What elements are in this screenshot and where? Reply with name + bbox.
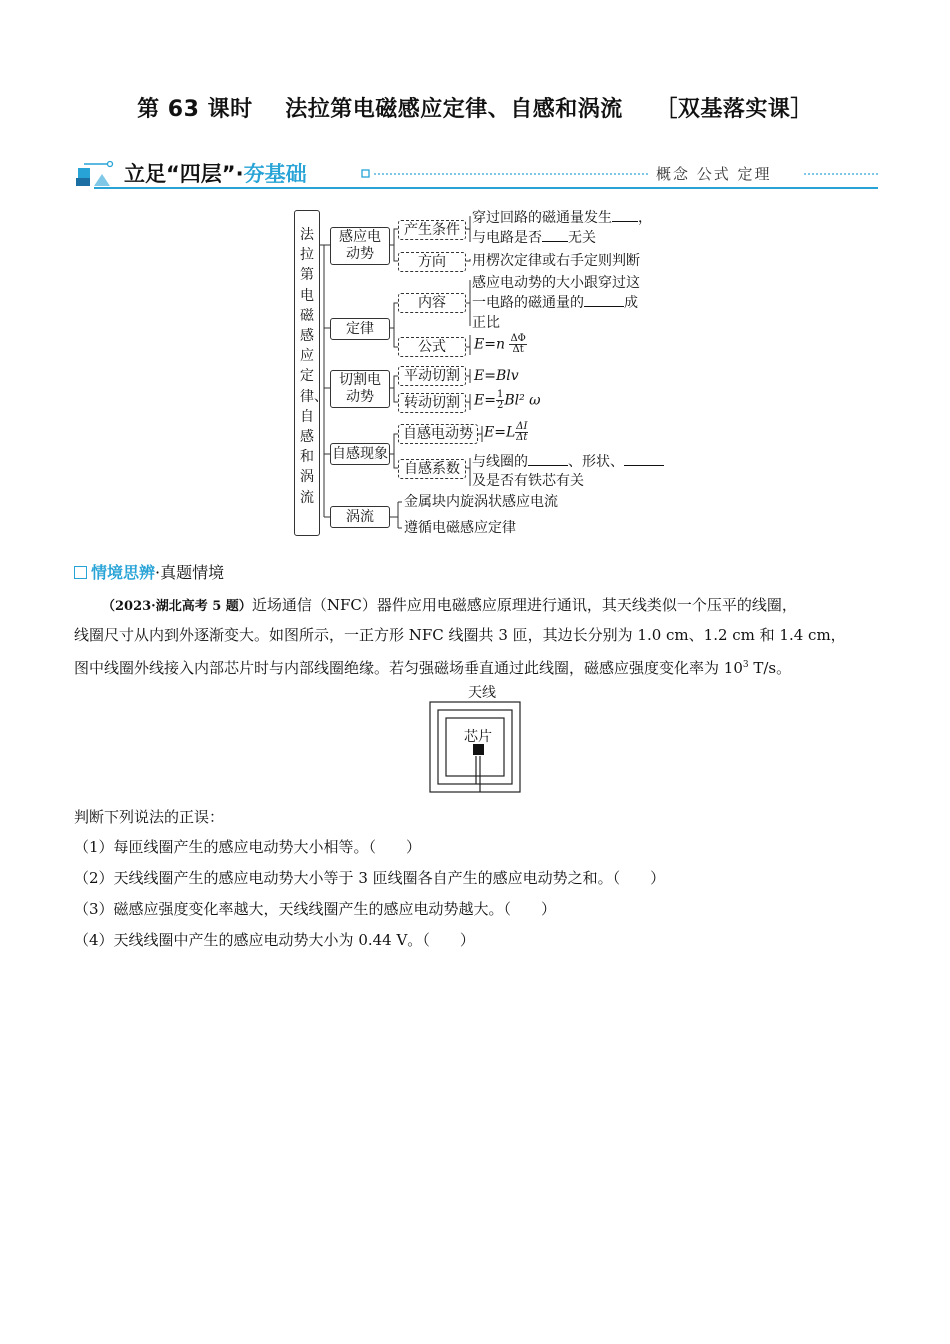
- banner-underline: [94, 187, 878, 189]
- inductance-line1-main: 与线圈的: [472, 454, 528, 470]
- banner-dotted-line: [374, 173, 648, 175]
- fraction-num: ΔI: [516, 421, 528, 432]
- antenna-label: 天线: [468, 685, 496, 701]
- rot-formula-pre: E=: [474, 392, 496, 409]
- law-content-line2: [472, 294, 638, 312]
- problem-line3-text: 图中线圈外线接入内部芯片时与内部线圈绝缘。若匀强磁场垂直通过此线圈，磁感应强度变化率为 10: [74, 659, 743, 677]
- node-inductance: 自感系数: [398, 459, 466, 479]
- self-formula-pre: E=L: [484, 424, 516, 441]
- condition-text1-main: 穿过回路的磁通量发生: [472, 210, 612, 226]
- answer-blank: [542, 229, 568, 242]
- inductance-line1: [472, 453, 664, 471]
- section-scenario-sub: 真题情境: [160, 563, 225, 582]
- law-line2-main: 一电路的磁通量的: [472, 295, 584, 311]
- section-separator: ·: [155, 563, 161, 582]
- section-scenario-header: [74, 560, 224, 583]
- answer-blank: [624, 453, 664, 466]
- fraction-den: Δt: [516, 432, 528, 443]
- answer-blank: [612, 209, 638, 222]
- inductance-line2: 及是否有铁芯有关: [472, 473, 584, 489]
- question-item: （1）每匝线圈产生的感应电动势大小相等。（ ）: [74, 838, 422, 856]
- problem-line2: 线圈尺寸从内到外逐渐变大。如图所示，一正方形 NFC 线圈共 3 匝，其边长分别为 1.0 cm、1.2 cm 和 1.4 cm，: [74, 626, 846, 644]
- coil-diagram: [428, 700, 524, 796]
- condition-text2-tail: 无关: [568, 230, 596, 246]
- generation-condition-text1: [472, 209, 652, 227]
- node-self-induced-emf: 自感电动势: [398, 424, 478, 444]
- branch-cutting-emf: 切割电动势: [330, 370, 390, 408]
- formula-eq: =: [484, 336, 496, 353]
- self-fraction: [515, 422, 528, 443]
- node-rotational-cutting: 转动切割: [398, 393, 466, 413]
- problem-line3-unit: T/s。: [748, 659, 792, 677]
- node-direction: 方向: [398, 252, 466, 272]
- branch-self-induction: 自感现象: [330, 443, 390, 465]
- eddy-text1: 金属块内旋涡状感应电流: [404, 494, 558, 510]
- node-generation-condition: 产生条件: [398, 220, 466, 240]
- problem-line1-text: 近场通信（NFC）器件应用电磁感应原理进行通讯，其天线类似一个压平的线圈，: [251, 596, 797, 614]
- law-content-line3: 正比: [472, 315, 500, 331]
- branch-induced-emf: 感应电动势: [330, 227, 390, 265]
- translational-formula: E=Blv: [474, 368, 519, 384]
- concept-mindmap: [294, 210, 674, 540]
- banner-dotted-line-end: [804, 173, 878, 175]
- answer-blank: [584, 294, 624, 307]
- section-banner: [74, 152, 878, 196]
- formula-lhs: E: [474, 336, 485, 353]
- inductance-line1-mid: 、形状、: [568, 454, 624, 470]
- rotational-formula: [474, 390, 541, 411]
- banner-keywords: 概念 公式 定理: [656, 165, 772, 183]
- node-formula: 公式: [398, 337, 466, 357]
- problem-line1: [74, 590, 874, 622]
- eddy-text2: 遵循电磁感应定律: [404, 520, 516, 536]
- square-marker-icon: [360, 168, 372, 180]
- branch-law: 定律: [330, 318, 390, 340]
- condition-text2-main: 与电路是否: [472, 230, 542, 246]
- condition-text1-tail: ，: [638, 210, 652, 226]
- fraction-num: ΔΦ: [510, 333, 526, 344]
- direction-text: 用楞次定律或右手定则判断: [472, 253, 640, 269]
- page-title: 第 63 课时 法拉第电磁感应定律、自感和涡流 ［双基落实课］: [137, 97, 813, 122]
- question-item: （3）磁感应强度变化率越大，天线线圈产生的感应电动势越大。（ ）: [74, 900, 557, 918]
- mindmap-root: 法拉第电磁感应定律、自感和涡流: [294, 210, 320, 536]
- node-translational-cutting: 平动切割: [398, 366, 466, 386]
- questions-intro: 判断下列说法的正误：: [74, 808, 225, 826]
- node-content: 内容: [398, 293, 466, 313]
- faraday-formula: [474, 334, 527, 355]
- chip-label: 芯片: [464, 729, 492, 745]
- fraction-den: 2: [496, 400, 504, 411]
- formula-coef: n: [495, 336, 505, 353]
- problem-line3: [74, 650, 874, 683]
- self-induced-formula: [484, 422, 528, 443]
- formula-fraction: [509, 334, 526, 355]
- square-marker-icon: [74, 566, 87, 579]
- section-scenario-label: 情境思辨: [91, 563, 156, 582]
- problem-source: （2023·湖北高考 5 题）: [102, 599, 252, 614]
- fraction-den: Δt: [512, 344, 524, 355]
- banner-heading-main: 立足“四层”·: [124, 162, 244, 186]
- problem-exponent: 3: [742, 660, 749, 670]
- law-content-line1: 感应电动势的大小跟穿过这: [472, 275, 640, 291]
- banner-heading: [124, 158, 307, 188]
- law-line2-tail: 成: [624, 295, 638, 311]
- rot-formula-post: Bl² ω: [504, 392, 541, 409]
- question-item: （4）天线线圈中产生的感应电动势大小为 0.44 V。（ ）: [74, 931, 475, 949]
- branch-eddy-current: 涡流: [330, 506, 390, 528]
- fraction-num: 1: [496, 389, 504, 400]
- generation-condition-text2: [472, 229, 596, 247]
- answer-blank: [528, 453, 568, 466]
- question-item: （2）天线线圈产生的感应电动势大小等于 3 匝线圈各自产生的感应电动势之和。（ ）: [74, 869, 666, 887]
- banner-heading-accent: 夯基础: [243, 162, 307, 186]
